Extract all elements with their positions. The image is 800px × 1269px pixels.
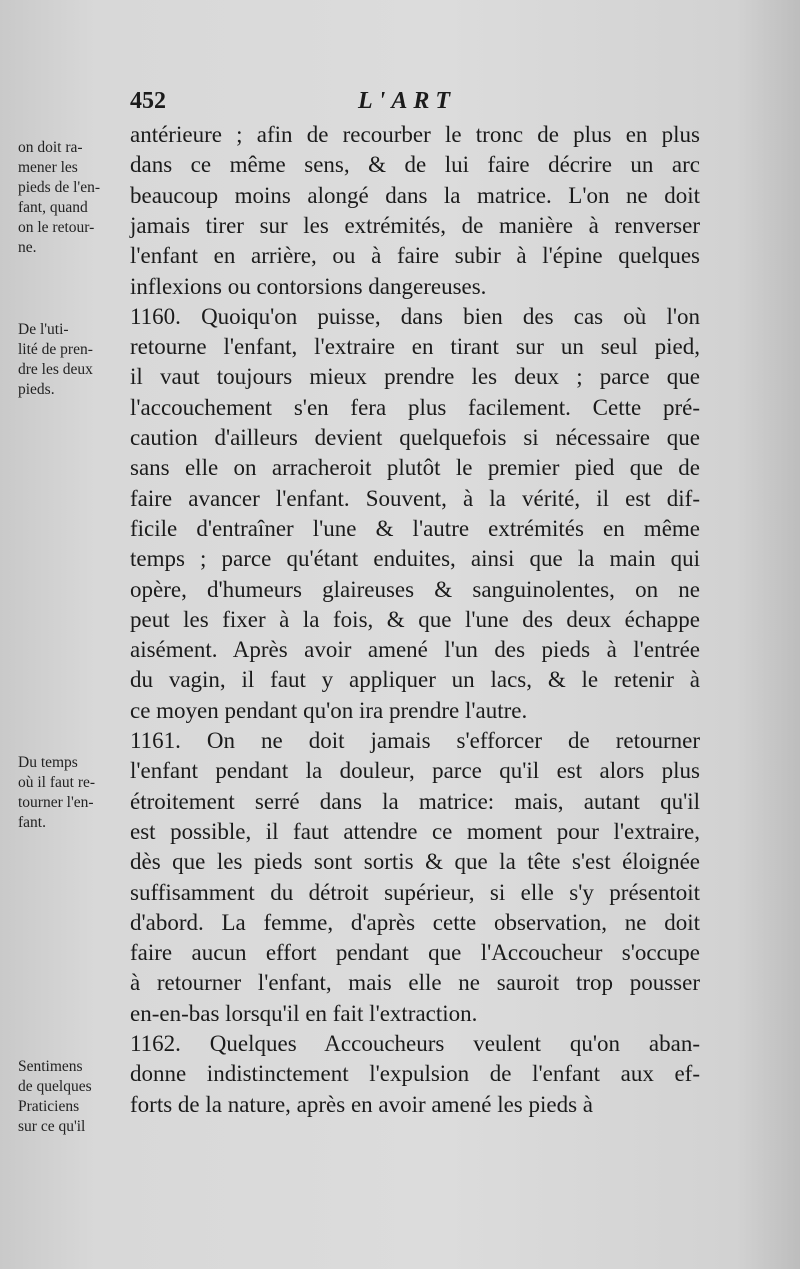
margin-note-line: fant, quand: [18, 199, 88, 216]
text-line: temps ; parce qu'étant enduites, ainsi que la main qui: [130, 546, 700, 572]
text-line: l'enfant pendant la douleur, parce qu'il est alors plus: [130, 758, 700, 784]
text-line: ficile d'entraîner l'une & l'autre extrémités en même: [130, 515, 700, 541]
page-header: [130, 88, 700, 118]
text-line: peut les fixer à la fois, & que l'une des deux échappe: [130, 606, 700, 632]
margin-note-line: ne.: [18, 239, 37, 256]
margin-note-line: Sentimens: [18, 1058, 83, 1075]
margin-note-line: où il faut re-: [18, 774, 96, 791]
text-line: donne indistinctement l'expulsion de l'enfant aux ef-: [130, 1061, 700, 1087]
text-line: opère, d'humeurs glaireuses & sanguinolentes, on ne: [130, 576, 700, 602]
margin-note-line: pieds de l'en-: [18, 179, 100, 196]
margin-note-line: tourner l'en-: [18, 794, 94, 811]
page-number: 452: [130, 88, 166, 114]
text-line: dans ce même sens, & de lui faire décrire un arc: [130, 152, 700, 178]
text-line: d'abord. La femme, d'après cette observation, ne doit: [130, 909, 700, 935]
margin-note: [18, 320, 130, 400]
text-line: l'enfant en arrière, ou à faire subir à l'épine quelques: [130, 243, 700, 269]
text-line: il vaut toujours mieux prendre les deux ; parce que: [130, 364, 700, 390]
text-line: est possible, il faut attendre ce moment pour l'extraire,: [130, 818, 700, 844]
text-line: forts de la nature, après en avoir amené les pieds à: [130, 1091, 593, 1117]
text-line: dès que les pieds sont sortis & que la tête s'est éloignée: [130, 849, 700, 875]
text-line: faire aucun effort pendant que l'Accoucheur s'occupe: [130, 940, 700, 966]
margin-note-line: on le retour-: [18, 219, 95, 236]
text-line: aisément. Après avoir amené l'un des pieds à l'entrée: [130, 637, 700, 663]
text-line: inflexions ou contorsions dangereuses.: [130, 273, 487, 299]
text-line: suffisamment du détroit supérieur, si elle s'y présentoit: [130, 879, 700, 905]
text-line: étroitement serré dans la matrice: mais, autant qu'il: [130, 788, 700, 814]
text-line: beaucoup moins alongé dans la matrice. L'on ne doit: [130, 182, 700, 208]
text-line: en-en-bas lorsqu'il en fait l'extraction.: [130, 1000, 478, 1026]
running-head: L'ART: [358, 88, 457, 114]
text-line: jamais tirer sur les extrémités, de manière à renverser: [130, 212, 700, 238]
margin-note-line: De l'uti-: [18, 321, 69, 338]
text-line: sans elle on arracheroit plutôt le premier pied que de: [130, 455, 700, 481]
text-line: retourne l'enfant, l'extraire en tirant sur un seul pied,: [130, 334, 700, 360]
margin-note-line: pieds.: [18, 381, 55, 398]
text-line: 1162. Quelques Accoucheurs veulent qu'on aban-: [130, 1031, 700, 1056]
margin-note-line: dre les deux: [18, 361, 93, 378]
margin-note-line: lité de pren-: [18, 341, 93, 358]
text-line: antérieure ; afin de recourber le tronc de plus en plus: [130, 122, 700, 147]
margin-note-line: de quelques: [18, 1078, 92, 1095]
text-line: ce moyen pendant qu'on ira prendre l'autre.: [130, 697, 528, 723]
text-line: du vagin, il faut y appliquer un lacs, & le retenir à: [130, 667, 700, 693]
text-line: à retourner l'enfant, mais elle ne sauroit trop pousser: [130, 970, 700, 996]
margin-note: [18, 138, 130, 258]
margin-note-line: mener les: [18, 159, 78, 176]
margin-note-line: fant.: [18, 814, 46, 831]
margin-note-line: Du temps: [18, 754, 78, 771]
margin-note-line: on doit ra-: [18, 139, 83, 156]
margin-note-line: sur ce qu'il: [18, 1118, 86, 1135]
margin-note-line: Praticiens: [18, 1098, 80, 1115]
text-line: faire avancer l'enfant. Souvent, à la vérité, il est dif-: [130, 485, 700, 511]
text-line: l'accouchement s'en fera plus facilement. Cette pré-: [130, 394, 700, 420]
text-line: 1161. On ne doit jamais s'efforcer de retourner: [130, 728, 700, 753]
text-line: caution d'ailleurs devient quelquefois si nécessaire que: [130, 425, 700, 450]
margin-note: [18, 753, 130, 833]
margin-note: [18, 1057, 130, 1137]
text-line: 1160. Quoiqu'on puisse, dans bien des cas où l'on: [130, 303, 700, 329]
